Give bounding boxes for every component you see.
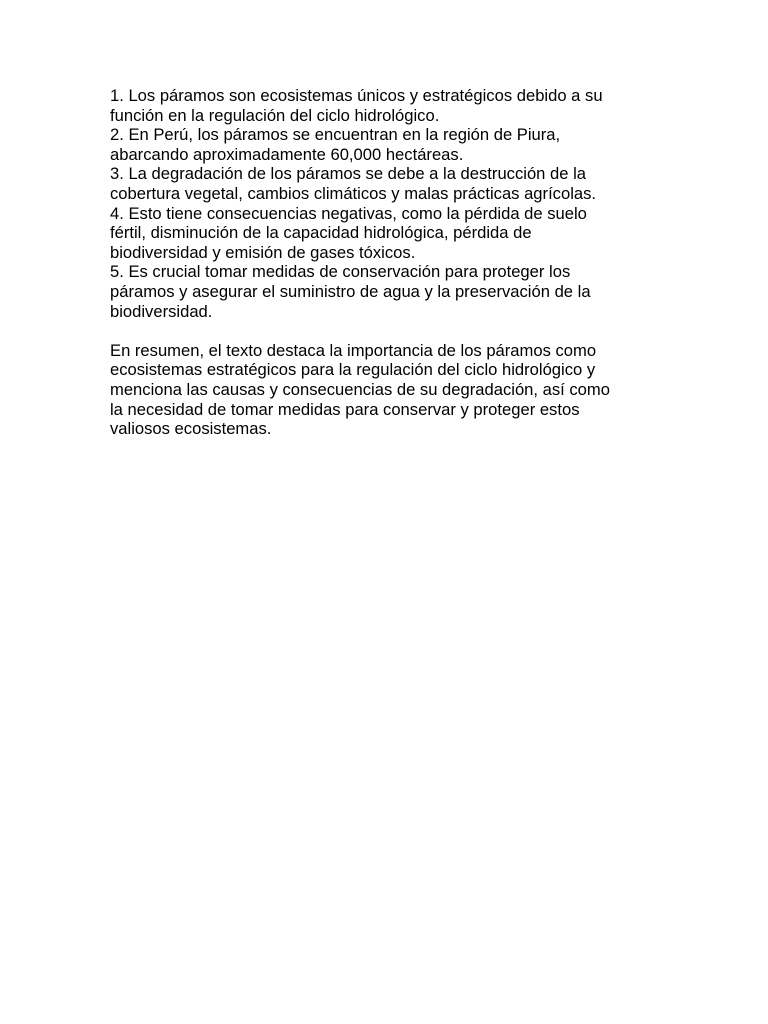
text-line: 5. Es crucial tomar medidas de conservación para proteger los [110,262,571,282]
text-line: biodiversidad. [110,301,213,321]
text-line: valiosos ecosistemas. [110,419,272,439]
paragraph-gap [110,321,670,341]
document-body [110,86,670,439]
list-item-1 [110,86,670,125]
text-line: 3. La degradación de los páramos se debe a la destrucción de la [110,164,587,184]
text-line: la necesidad de tomar medidas para conservar y proteger estos [110,399,580,419]
list-item-4 [110,204,670,263]
text-line: 4. Esto tiene consecuencias negativas, como la pérdida de suelo [110,203,587,223]
list-item-3 [110,164,670,203]
text-line: fértil, disminución de la capacidad hidrológica, pérdida de [110,223,532,243]
text-line: páramos y asegurar el suministro de agua y la preservación de la [110,281,591,301]
list-item-2 [110,125,670,164]
summary-paragraph [110,341,670,439]
text-line: 2. En Perú, los páramos se encuentran en la región de Piura, [110,125,561,145]
text-line: biodiversidad y emisión de gases tóxicos. [110,242,416,262]
text-line: función en la regulación del ciclo hidrológico. [110,105,440,125]
text-line: cobertura vegetal, cambios climáticos y malas prácticas agrícolas. [110,183,597,203]
text-line: abarcando aproximadamente 60,000 hectáreas. [110,144,464,164]
text-line: menciona las causas y consecuencias de su degradación, así como [110,379,610,399]
list-item-5 [110,262,670,321]
text-line: 1. Los páramos son ecosistemas únicos y estratégicos debido a su [110,86,603,105]
text-line: ecosistemas estratégicos para la regulación del ciclo hidrológico y [110,360,596,380]
text-line: En resumen, el texto destaca la importancia de los páramos como [110,340,597,360]
